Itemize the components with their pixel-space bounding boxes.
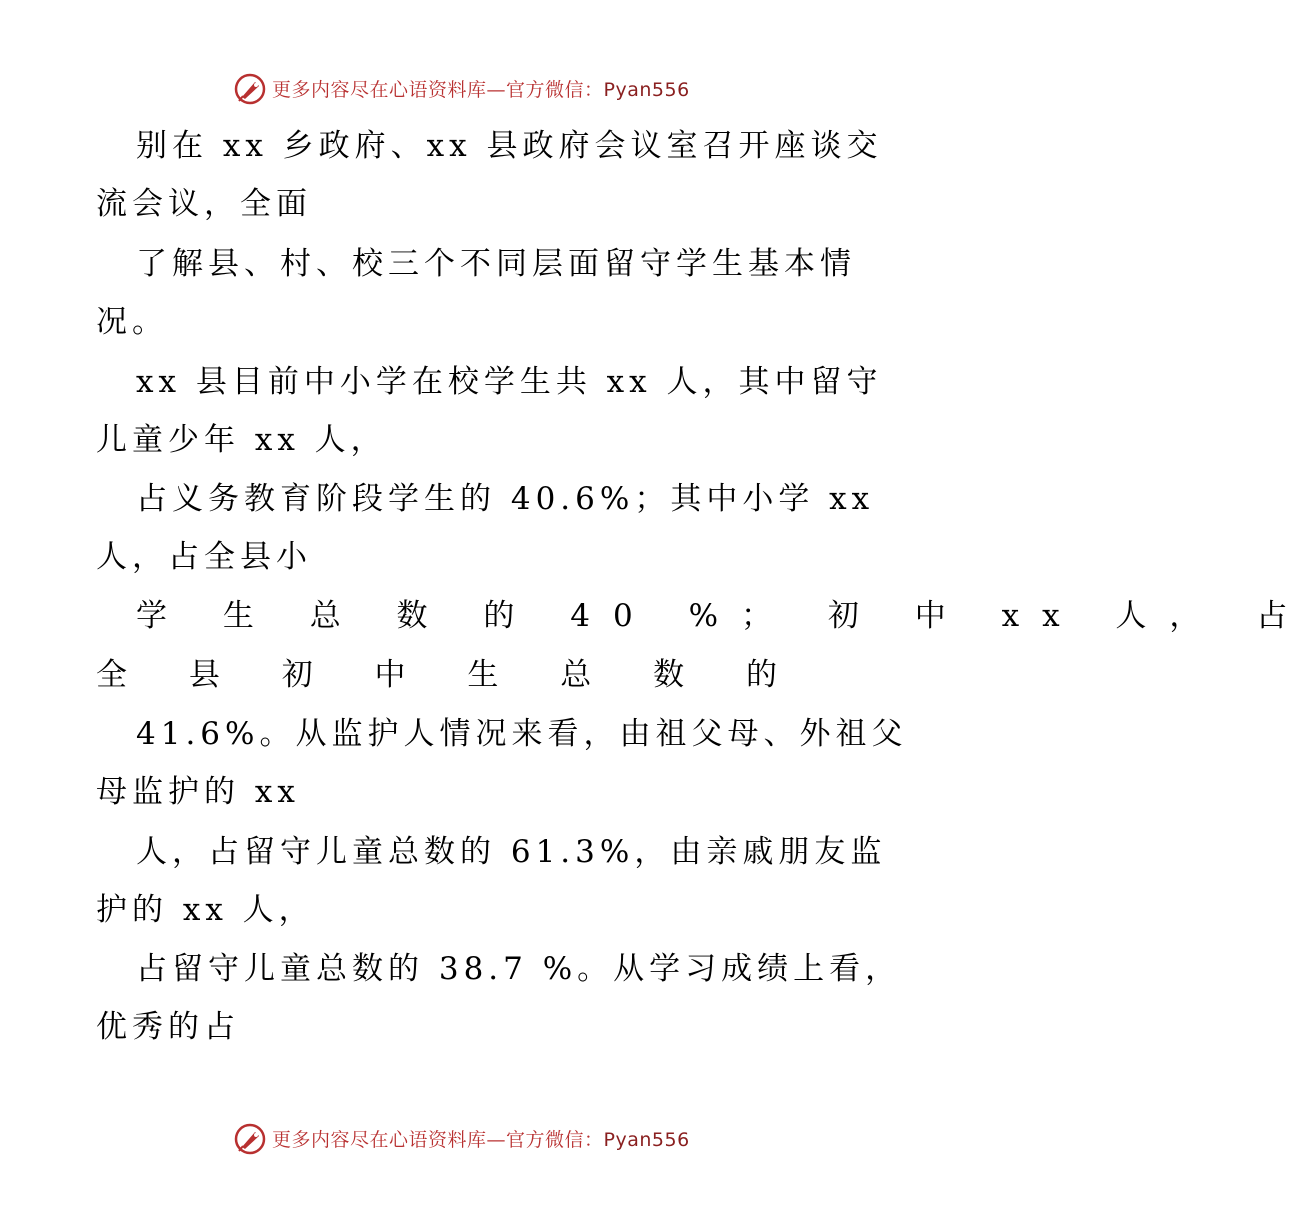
body-line: 全 县 初 中 生 总 数 的 — [96, 657, 803, 693]
body-line: 占义务教育阶段学生的 40.6%；其中小学 xx — [136, 481, 875, 517]
pen-nib-logo-icon — [233, 72, 267, 106]
banner-slogan: 更多内容尽在心语资料库—官方微信： — [272, 1129, 604, 1151]
header-banner-text — [272, 78, 690, 102]
body-line: 学 生 总 数 的 40 %； 初 中 xx 人， 占 — [136, 598, 1310, 634]
footer-banner — [0, 1120, 950, 1160]
body-line: 护的 xx 人， — [96, 892, 315, 928]
body-line: 母监护的 xx — [96, 774, 300, 810]
body-line: 别在 xx 乡政府、xx 县政府会议室召开座谈交 — [136, 128, 883, 164]
body-line: 优秀的占 — [96, 1009, 240, 1045]
body-line: 儿童少年 xx 人， — [96, 422, 387, 458]
body-line: xx 县目前中小学在校学生共 xx 人，其中留守 — [136, 364, 883, 400]
banner-wechat-id: Pyan556 — [603, 1129, 690, 1151]
body-line: 人，占全县小 — [96, 539, 312, 575]
banner-slogan: 更多内容尽在心语资料库—官方微信： — [272, 79, 604, 101]
banner-wechat-id: Pyan556 — [603, 79, 690, 101]
body-line: 况。 — [96, 304, 168, 340]
footer-banner-text — [272, 1128, 690, 1152]
body-line: 占留守儿童总数的 38.7 %。从学习成绩上看， — [136, 951, 902, 987]
body-line: 流会议，全面 — [96, 186, 312, 222]
body-line: 41.6%。从监护人情况来看，由祖父母、外祖父 — [136, 716, 908, 752]
body-line: 人，占留守儿童总数的 61.3%，由亲戚朋友监 — [136, 834, 887, 870]
header-banner — [0, 70, 950, 110]
pen-nib-logo-icon — [233, 1122, 267, 1156]
body-line: 了解县、村、校三个不同层面留守学生基本情 — [136, 246, 856, 282]
